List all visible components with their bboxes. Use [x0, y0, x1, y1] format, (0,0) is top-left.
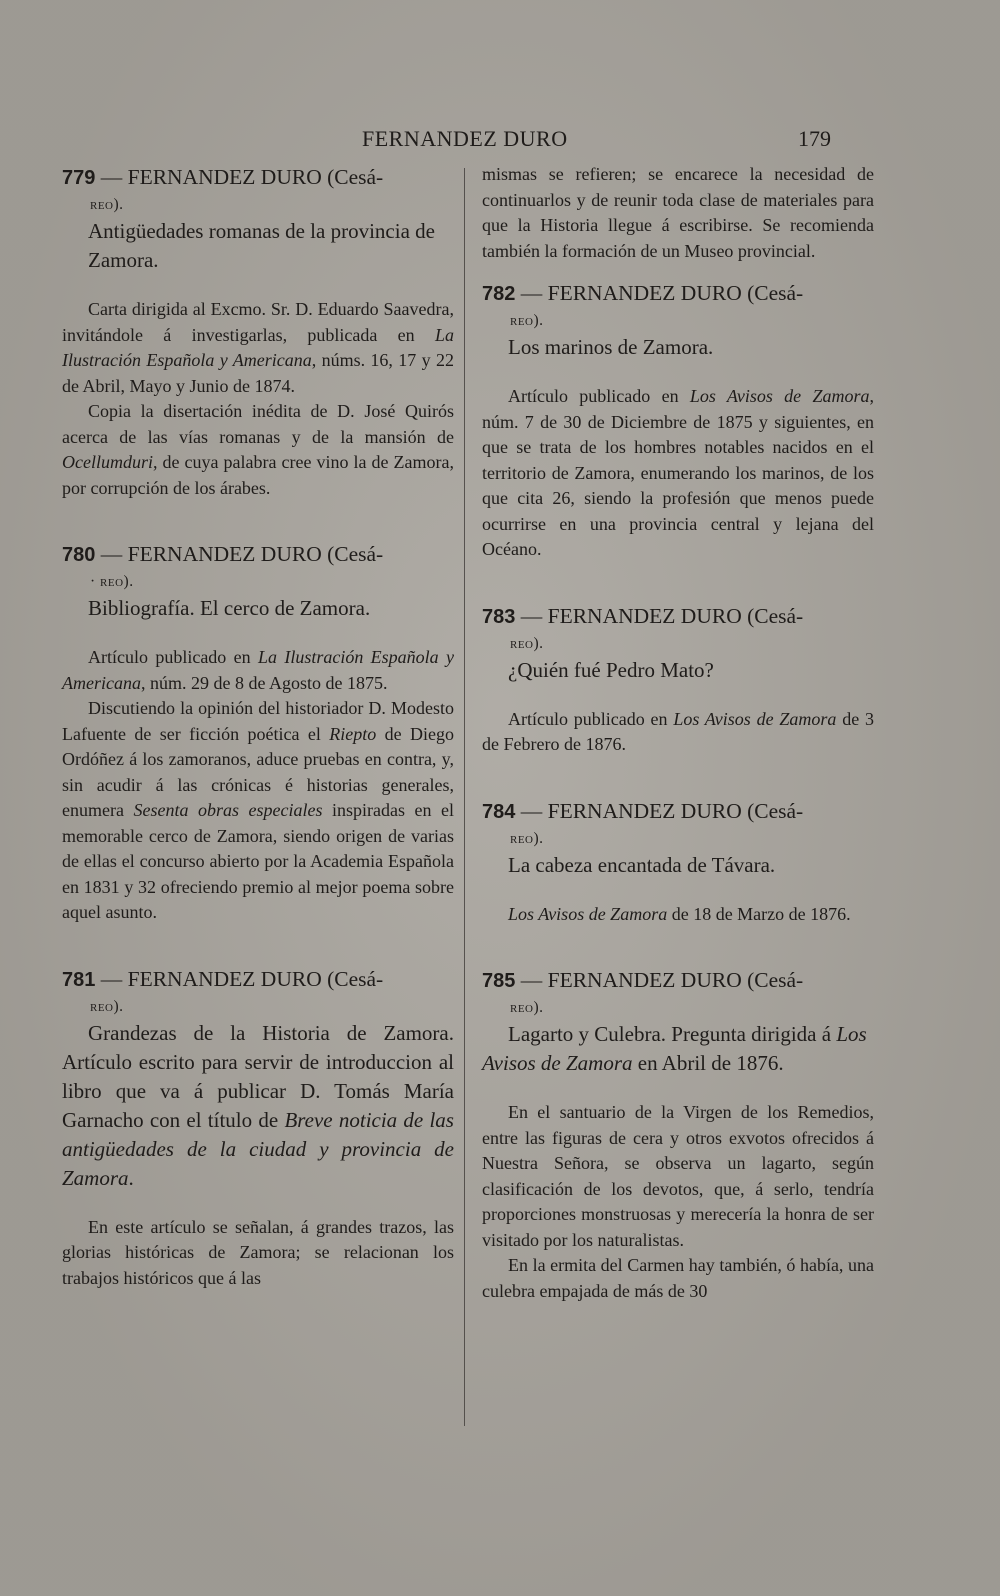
text-run: de 3 de Febrero de 1876. [482, 708, 874, 754]
text-run: , núm. 29 de 8 de Agosto de 1875. [140, 672, 388, 693]
text-run: . [128, 1165, 134, 1190]
entry-author: FERNANDEZ DURO (Cesá- [547, 798, 804, 823]
entry-dash: — [95, 165, 128, 189]
text-run: , núms. 16, 17 y 22 de Abril, Mayo y Junio de 1874. [62, 350, 455, 396]
page-number: 179 [798, 126, 831, 151]
entry-title: Bibliografía. El cerco de Zamora. [88, 596, 371, 620]
text-run: Carta dirigida al Excmo. Sr. D. Eduardo Saavedra, invitándole á investigarlas, publicada en [62, 299, 454, 345]
entry-description: En la ermita del Carmen hay también, ó había, una culebra empajada de más de 30 [482, 1255, 874, 1301]
text-run: en Abril de 1876. [632, 1051, 784, 1075]
entry-title [482, 1020, 874, 1078]
entry-description [62, 297, 454, 399]
spacer [482, 927, 874, 965]
entry-heading [482, 601, 874, 656]
entry-author: FERNANDEZ DURO (Cesá- [547, 603, 804, 628]
periodical-title: La Ilustración Española y Americana [62, 324, 454, 370]
text-run: , núm. 7 de 30 de Diciembre de 1875 y siguientes, en que se trata de los hombres notables nacidos en el territorio de Zamora, enumerando los marinos, de los que cita 26, siendo la profesión que menos puede ocurrirse en una provincia central y lejana del Océano. [482, 386, 874, 559]
spacer [62, 501, 454, 539]
entry-description [62, 645, 454, 696]
entry-author-cont: reo). [510, 312, 544, 329]
left-column [62, 162, 454, 1291]
entry-heading [482, 278, 874, 333]
entry-dash: — [515, 968, 548, 992]
entry-author-cont: reo). [510, 999, 544, 1016]
column-rule [464, 168, 465, 1426]
entry-heading [62, 964, 454, 1019]
entry-dash: — [95, 542, 128, 566]
periodical-title: Los Avisos de Zamora [673, 708, 837, 729]
entry-author-cont: · reo). [90, 573, 134, 590]
text-run: de Diego Ordóñez á los zamoranos, aduce pruebas en contra, y, sin acudir á las crónicas é historias generales, enumera [62, 723, 454, 820]
entry-author-cont: reo). [510, 829, 544, 847]
entry-dash: — [515, 603, 548, 628]
entry-number: 783 [482, 605, 516, 628]
text-run: Discutiendo la opinión del historiador D. Modesto Lafuente de ser ficción poética el [62, 698, 454, 744]
entry-783 [482, 601, 874, 758]
periodical-title: Los Avisos de Zamora [508, 903, 668, 924]
entry-title: Antigüedades romanas de la provincia de Zamora. [88, 219, 435, 272]
entry-dash: — [515, 281, 548, 305]
italic-term: Ocellumduri [62, 452, 153, 472]
text-run: Lagarto y Culebra. Pregunta dirigida á [508, 1022, 837, 1046]
entry-author: FERNANDEZ DURO (Cesá- [547, 281, 804, 305]
entry-title: La cabeza encantada de Távara. [508, 852, 776, 877]
periodical-title: Los Avisos de Zamora [689, 386, 870, 406]
entry-description [482, 384, 874, 563]
entry-description: En este artículo se señalan, á grandes trazos, las glorias históricas de Zamora; se relacionan los trabajos históricos que á las [62, 1216, 454, 1288]
italic-term: Riepto [329, 723, 377, 744]
entry-description: En el santuario de la Virgen de los Remedios, entre las figuras de cera y otros exvotos ofrecidos á Nuestra Señora, se observa un lagarto, según clasificación de los devotos, que, á serlo, tendría proporciones monstruosas y merecería la honra de ser visitado por los naturalistas. [482, 1102, 874, 1250]
periodical-title: Los Avisos de Zamora [482, 1022, 867, 1075]
text-run: Artículo publicado en [508, 708, 674, 729]
continued-text: mismas se refieren; se encarece la necesidad de continuarlos y de reunir toda clase de materiales para que la Historia llegue á escribirse. Se recomienda también la formación de un Museo provincial. [482, 164, 874, 261]
entry-author: FERNANDEZ DURO (Cesá- [547, 968, 804, 992]
entry-number: 780 [62, 544, 96, 566]
entry-number: 781 [62, 968, 96, 991]
entry-title: ¿Quién fué Pedro Mato? [508, 657, 714, 682]
entry-author-cont: reo). [90, 997, 124, 1015]
entry-number: 785 [482, 970, 516, 992]
entry-description [482, 902, 874, 928]
entry-heading [482, 796, 874, 851]
text-run: , de cuya palabra cree vino la de Zamora, por corrupción de los árabes. [62, 452, 454, 498]
text-run: de 18 de Marzo de 1876. [667, 903, 851, 924]
spacer [482, 264, 874, 278]
entry-number: 782 [482, 283, 516, 305]
text-run: inspiradas en el memorable cerco de Zamora, siendo origen de varias de ellas el concurso abierto por la Academia Española en 1831 y 32 ofreciendo premio al mejor poema sobre aquel asunto. [62, 800, 454, 922]
entry-author: FERNANDEZ DURO (Cesá- [127, 966, 384, 991]
entry-dash: — [515, 798, 548, 823]
book-title: Breve noticia de las antigüedades de la ciudad y provincia de Zamora [62, 1107, 454, 1190]
right-column [482, 162, 874, 1304]
spacer [482, 563, 874, 601]
text-run: Grandezas de la Historia de Zamora. Artículo escrito para servir de introduccion al libro que va á publicar D. Tomás María Garnacho con el título de [62, 1020, 454, 1132]
text-run: Artículo publicado en [88, 647, 258, 667]
entry-781 [62, 964, 454, 1292]
entry-779 [62, 162, 454, 501]
entry-author: FERNANDEZ DURO (Cesá- [127, 542, 384, 566]
entry-description [62, 696, 454, 926]
entry-number: 784 [482, 800, 516, 823]
entry-heading [62, 162, 454, 217]
text-run: Copia la disertación inédita de D. José Quirós acerca de las vías romanas y de la mansión de [62, 401, 454, 447]
entry-heading [62, 539, 454, 594]
entry-author: FERNANDEZ DURO (Cesá- [127, 165, 384, 189]
entry-description [62, 399, 454, 501]
spacer [62, 926, 454, 964]
entry-title [62, 1019, 454, 1193]
entry-heading [482, 965, 874, 1020]
running-head [0, 126, 1000, 156]
entry-785 [482, 965, 874, 1304]
entry-dash: — [95, 966, 128, 991]
entry-782 [482, 278, 874, 563]
entry-number: 779 [62, 167, 96, 189]
running-title: FERNANDEZ DURO [362, 126, 568, 151]
periodical-title: La Ilustración Española y Americana [62, 647, 454, 693]
spacer [482, 758, 874, 796]
entry-description [482, 707, 874, 758]
italic-term: Sesenta obras especiales [133, 800, 323, 820]
entry-title: Los marinos de Zamora. [508, 335, 714, 359]
entry-author-cont: reo). [90, 196, 124, 213]
entry-784 [482, 796, 874, 928]
entry-780 [62, 539, 454, 926]
text-run: Artículo publicado en [508, 386, 690, 406]
entry-author-cont: reo). [510, 634, 544, 652]
